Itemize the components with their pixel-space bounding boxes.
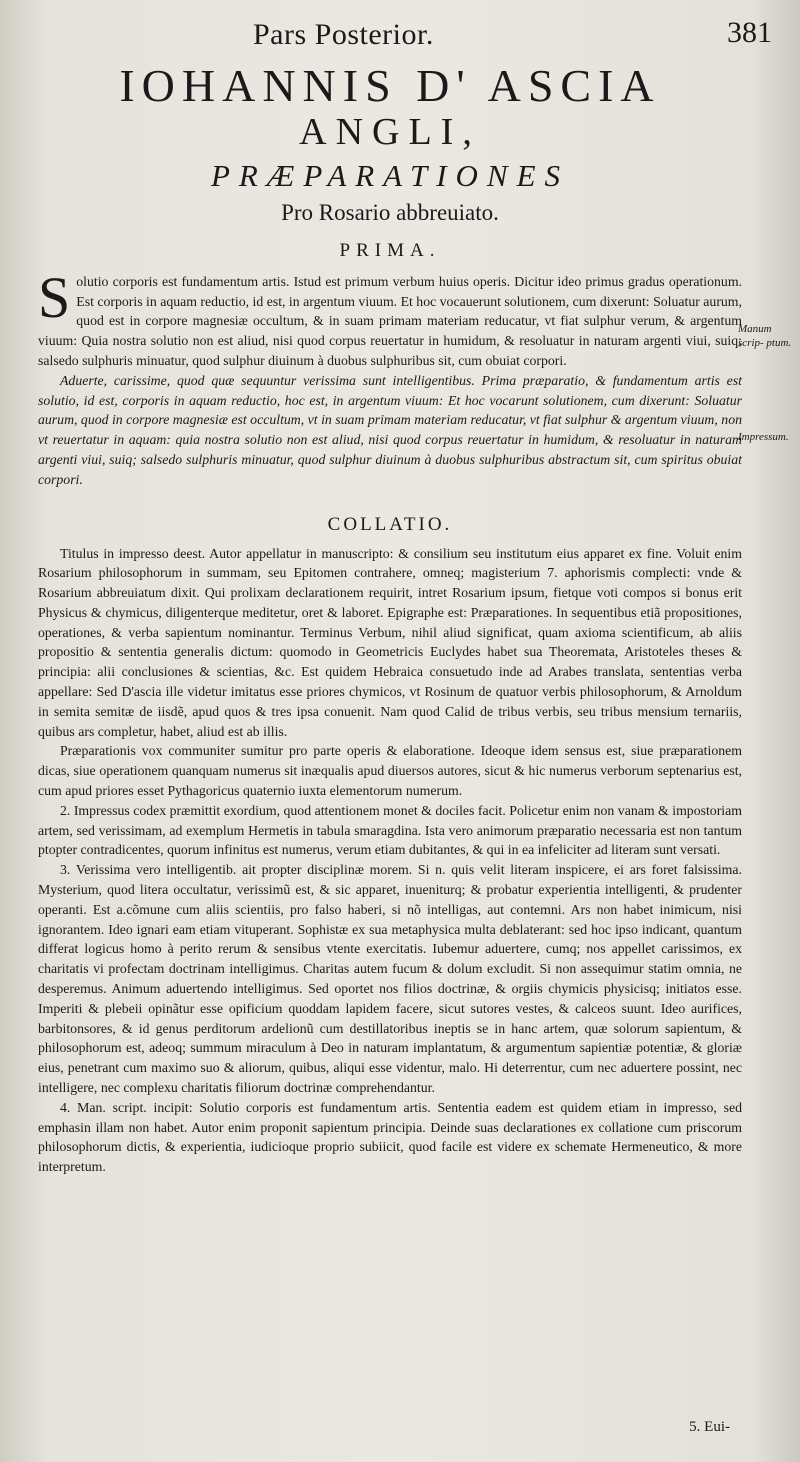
margin-note-manuscript: Manum scrip- ptum.	[738, 323, 792, 349]
author-nationality: ANGLI,	[299, 111, 481, 154]
drop-cap: S	[38, 264, 71, 330]
margin-note-printed: Impressum.	[738, 431, 789, 443]
collatio-paragraph-2: Præparationis vox communiter sumitur pro parte operis & elaboratione. Ideoque idem sensus est, siue præparationem dicas, siue operationem quanquam numerus sit inæqualis apud diuersos autores, sicut & hic numerus verborum septenarius est, cum apud priores esset Pythagoricus quaternio iuxta elementorum numerum.	[38, 743, 742, 799]
page-number: 381	[727, 16, 772, 49]
section-title: PRÆPARATIONES	[210, 158, 570, 194]
prima-section	[38, 264, 742, 490]
collatio-paragraph-1: Titulus in impresso deest. Autor appellatur in manuscripto: & consilium seu institutum eius apparet ex fine. Voluit enim Rosarium philosophorum in summam, seu Epitomen contrahere, omneq; magisterium 7. aphorismis complecti: vnde & Rosarium abbreuiatum dixit. Qui prolixam declarationem requirit, intret Rosarium ipsum, fietque voti compos si bonus erit Physicus & chymicus, diligenterque meditetur, oret & laboret. Epigraphe est: Præparationes. In sequentibus etiã propositiones, operationes, & verba sapientum nominantur. Terminus Verbum, nihil aliud significat, quam axioma scientificum, ab aliis propositio & sententia generalis dictum: quomodo in Geometricis Euclydes habet sua Theoremata, Aristoteles theses & principia: alii conclusiones & scientias, &c. Est quidem Hebraica consuetudo inde ad Arabes translata, sententias verba appellare: Sed D'ascia ille videtur imitatus esse priores chymicos, vt Rosinum de quatuor verbis philosophorum, & Arnoldum in semita semitæ de iisdẽ, apud quos & tres ipsa conuenit. Nam quod Calid de tribus verbis, seu tribus mensium ternariis, quibus ars completur, habet, aliud est ab illis.	[38, 545, 742, 739]
section-subtitle: Pro Rosario abbreuiato.	[281, 199, 499, 225]
collatio-paragraph-5: 4. Man. script. incipit: Solutio corporis est fundamentum artis. Sententia eadem est quidem etiam in impresso, sed emphasin illam non habet. Autor enim proponit sapientum principia. Deinde suas declarationes ex collatione cum priscorum philosophorum dictis, & experientia, iudicioque proprio subiicit, quod facile est videre ex schemate Hermeneutico, & more interpretum.	[38, 1099, 742, 1175]
collatio-paragraph-4: 3. Verissima vero intelligentib. ait propter disciplinæ morem. Si n. quis velit literam inspicere, ei ars foret falsissima. Mysterium, quod litera occultatur, verissimũ est, & sic apparet, inueniturq; & probatur experientia intelligenti, & prudenter operanti. Est a.cõmune cum aliis scientiis, pro falso haberi, si nõ intelligas, aut contemni. Ars non habet inimicum, nisi ignorantem. Ideo ignari eam etiam vituperant. Sophistæ ex sua metaphysica multa deblaterant: sed hoc ipso indicant, quantum differat logicus homo à perito rerum & sensibus vtente exercitatis. Iubemur aduertere, cumq; nos appellet carissimos, ex charitatis vi profectam doctrinam intelligimus. Charitas autem fucum & dolum excludit. Si non assequimur statim omnia, ne desperemus. Animum aduertendo intelligimus. Sed oportet nos filios doctrinæ, & orgiis chymicis physicisq; initiatos esse. Imperiti & plebeii opinãtur esse opificium quoddam lapidem facere, sicut sutores vestes, & calceos suunt. Ideo aurifices, barbitonsores, & id genus perditorum ardelionũ cum destillatoribus ineptis se in hanc artem, quæ solorum sapientum, & philosophorum est, adeoq; summum miraculum à Deo in naturam implantatum, & argumentum sapientiæ potentiæ, & gloriæ eius, penetrant cum maximo suo & aliorum, quibus, aliqui esse videntur, malo. Hi deterrentur, cum nec aduertere possint, nec intelligere, nec complexu charitatis filiorum doctrinæ comprehendantur.	[38, 862, 742, 1096]
manuscript-paragraph	[38, 264, 742, 371]
heading-prima: PRIMA.	[339, 239, 441, 261]
catchword: 5. Eui-	[689, 1419, 730, 1435]
printed-paragraph: Aduerte, carissime, quod quæ sequuntur verissima sunt intelligentibus. Prima præparatio, & fundamentum artis est solutio, id est, corporis in aquam reductio, hoc est, in argentum viuum: Et hoc vocarunt solutionem, cum dixerunt: Soluatur aurum, quod in corpore magnesiæ est occultum, vt in suam primam materiam reducatur, vt fiat sulphur & argentum viuum, non vt reuertatur in aquam: quia nostra solutio non est aliud, nisi quod corpus reuertatur in humidum, & resoluatur in naturam argenti viui, suiq; salsedo sulphuris minuatur, quod sulphur diuinum à duobus sulphuribus abstractum sit, cum spiritus obuiat corpori.	[38, 372, 742, 487]
heading-collatio: COLLATIO.	[327, 513, 453, 535]
manuscript-text: olutio corporis est fundamentum artis. Istud est primum verbum huius operis. Dicitur ideo primus gradus operationum. Est corporis in aquam reductio, id est, in argentum viuum. Et hoc vocauerunt solutionem, cum dixerunt: Soluatur aurum, quod est in corpore magnesiæ occultum, & in suam primam materiam reducatur, vt fiat sulphur verum, & argentum viuum: Quia nostra solutio non est aliud, nisi quod corpus reuertatur in humidum, & resoluatur in naturam argenti viui, suiq; salsedo sulphuris minuatur, quod sulphur diuinum à duobus sulphuribus sit, cum obuiat corpori.	[38, 273, 742, 368]
running-head	[38, 14, 772, 58]
collatio-section	[38, 544, 742, 1178]
author-name: IOHANNIS D' ASCIA	[119, 60, 661, 111]
running-title: Pars Posterior.	[253, 18, 434, 51]
collatio-paragraph-3: 2. Impressus codex præmittit exordium, quod attentionem monet & dociles facit. Policetur enim non vanam & impostoriam artem, sed verissimam, ad exemplum Hermetis in tabula smaragdina. Ista vero animorum præparatio necessaria est non tantum ptopter contradicentes, quorum infinitus est numerus, verum etiam dubitantes, & qui in ea infeliciter ad literam sunt versati.	[38, 802, 742, 858]
